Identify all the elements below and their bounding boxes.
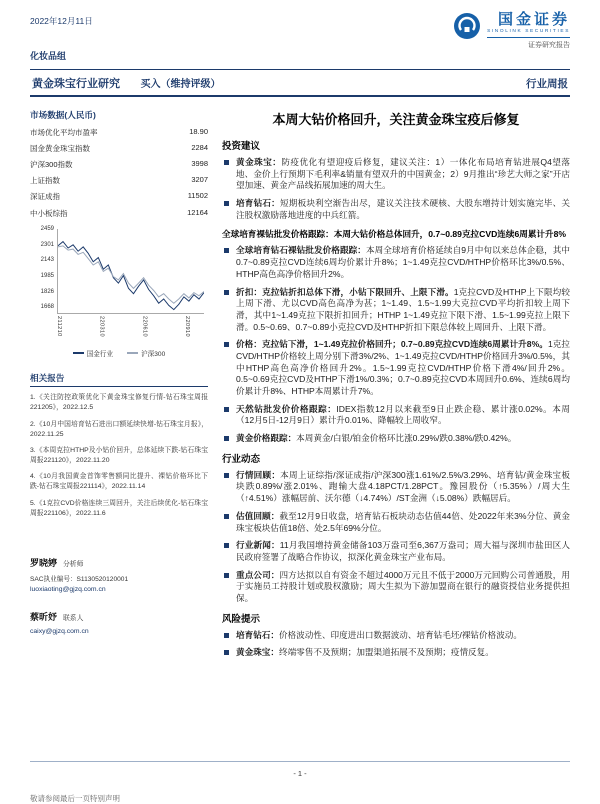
related-report-item xyxy=(30,420,208,440)
chart-y-axis: 2459 2301 2143 1985 1826 1668 xyxy=(40,226,54,311)
report-link: 4.《10月我国黄金首饰零售额同比提升、裸钻价格环比下跌-钻石珠宝周报221114》， xyxy=(30,473,208,491)
bullet-square-icon xyxy=(224,290,229,295)
market-label: 上证指数 xyxy=(30,176,60,186)
market-label: 国金黄金珠宝指数 xyxy=(30,143,90,153)
bullet-square-icon xyxy=(224,543,229,548)
market-value: 12164 xyxy=(187,207,208,217)
analyst-email: caixy@gjzq.com.cn xyxy=(30,628,89,635)
band-left xyxy=(32,74,220,92)
report-date: 2022.11.14 xyxy=(111,483,146,491)
chart-plot-area xyxy=(57,229,204,314)
page-title: 本周大钻价格回升，关注黄金珠宝疫后修复 xyxy=(272,112,520,127)
bullet-body: 价格波动性、印度进出口数据波动、培育钻毛坯/裸钻价格波动。 xyxy=(278,629,522,640)
market-value: 3998 xyxy=(191,158,208,168)
top-left xyxy=(30,12,93,62)
bullet-item xyxy=(222,339,570,397)
analyst xyxy=(30,607,208,635)
analyst xyxy=(30,553,208,593)
bullet-body: 截至12月9日收盘，培育钻石板块动态估值44倍、处2022年来3%分位、黄金珠宝板块估值18倍、处2.5年69%分位。 xyxy=(236,510,570,533)
bullet-square-icon xyxy=(224,201,229,206)
bullet-square-icon xyxy=(224,573,229,578)
bullet-lead: 重点公司： xyxy=(236,569,280,580)
bullet-item xyxy=(222,245,570,280)
brand-block xyxy=(453,12,570,50)
bullet-item xyxy=(222,630,570,642)
bullet-item xyxy=(222,540,570,563)
bullet-square-icon xyxy=(224,514,229,519)
bullet-lead: 培育钻石： xyxy=(236,629,279,640)
bullet-square-icon xyxy=(224,407,229,412)
bullet-item xyxy=(222,570,570,605)
report-date: 2022.11.20 xyxy=(75,457,110,465)
chart-legend xyxy=(30,348,208,358)
market-value: 3207 xyxy=(191,175,208,185)
report-link: 2.《10月中国培育钻石进出口额延续快增-钻石珠宝月报》， xyxy=(30,420,208,428)
bullet-body: 本周黄金/白银/铂金价格环比涨0.29%/跌0.38%/跌0.42%。 xyxy=(296,433,517,444)
section-industry-title: 行业动态 xyxy=(222,453,261,465)
bullet-lead: 全球培育钻石裸钻批发价格跟踪： xyxy=(236,245,366,256)
bullet-lead: 行业新闻： xyxy=(236,540,280,551)
bullet-square-icon xyxy=(224,650,229,655)
report-date: 2022.12.5 xyxy=(62,404,94,412)
bullet-body: IDEX指数12月以来截至9日止跌企稳、累计涨0.02%。本周（12月5日-12月9日）累计升0.01%、降幅较上周收窄。 xyxy=(236,403,570,426)
report-link: 1.《关注防控政策优化下黄金珠宝修复行情-钻石珠宝周报221205》， xyxy=(30,394,208,412)
bullet-item xyxy=(222,198,570,221)
footer-divider xyxy=(30,761,570,762)
market-row xyxy=(30,205,208,221)
bullet-body: 四方达拟以自有资金不超过4000万元且不低于2000万元回购公司普通股，用于实施员工持股计划或股权激励；周大生拟为下游加盟商在银行的融资授信业务提供担保。 xyxy=(236,569,570,603)
market-row xyxy=(30,156,208,172)
market-label: 市场优化平均市盈率 xyxy=(30,127,98,137)
bullet-lead: 黄金价格跟踪： xyxy=(236,433,297,444)
related-report-item xyxy=(30,472,208,492)
bullet-body: 本周全球培育价格延续自9月中旬以来总体企稳，其中0.7~0.89克拉CVD连续6周均价累计升8%；1~1.49克拉CVD/HTHP价格环比3%/0.5%、HTHP高色高净价格回升2%。 xyxy=(236,245,570,279)
related-report-item xyxy=(30,446,208,466)
legend-item: 国金行业 xyxy=(73,348,113,358)
bullet-body: 1克拉CVD及HTHP上下限均较上周下滑、尤以CVD高色高净为甚；1~1.49、1.5~1.99大克拉CVD平均折扣较上周下滑，其中1~1.49克拉下限折扣回升；HTHP 1~1.49克拉下限下滑、1.5~1.99克拉上限下滑。0.5~0.69、0.7~0.89小克拉CVD及HTHP折扣下限总体较上周回升、上限下滑。 xyxy=(236,286,570,332)
report-date: 2022年12月11日 xyxy=(30,16,93,26)
footer-disclaimer: 敬请参阅最后一页特别声明 xyxy=(30,794,120,803)
rating-badge: 买入（维持评级） xyxy=(140,79,221,90)
brand-subtitle: SINOLINK SECURITIES xyxy=(487,28,570,34)
market-label: 沪深300指数 xyxy=(30,159,73,169)
bullet-lead: 黄金珠宝： xyxy=(236,647,279,658)
bullet-lead: 行情回顾： xyxy=(236,469,281,480)
bullet-lead: 培育钻石： xyxy=(236,198,280,209)
page-number: - 1 - xyxy=(293,769,307,778)
bullet-square-icon xyxy=(224,436,229,441)
bullet-item xyxy=(222,287,570,334)
market-row xyxy=(30,124,208,140)
legend-item: 沪深300 xyxy=(127,348,165,358)
bullet-item xyxy=(222,404,570,427)
main-content xyxy=(222,109,570,665)
report-type-label: 行业周报 xyxy=(526,77,568,90)
bullet-square-icon xyxy=(224,160,229,165)
bullet-body: 终端零售不及预期；加盟渠道拓展不及预期；疫情反复。 xyxy=(278,647,494,658)
market-value: 18.90 xyxy=(189,126,208,136)
bullet-item xyxy=(222,157,570,192)
section-risk-title: 风险提示 xyxy=(222,613,261,625)
analyst-email: luoxiaoting@gjzq.com.cn xyxy=(30,586,106,593)
section-invest-title: 投资建议 xyxy=(222,141,261,152)
market-value: 11502 xyxy=(187,191,208,201)
market-label: 深证成指 xyxy=(30,192,60,202)
brand-tagline: 证券研究报告 xyxy=(487,37,570,50)
related-report-item xyxy=(30,393,208,413)
bullet-body: 短期板块利空渐告出尽，建议关注技术硬核、大股东增持计划实施完毕、关注股权激励落地进度的中兵红箭。 xyxy=(236,198,570,220)
bullet-item xyxy=(222,433,570,445)
team-group-label: 化妆品组 xyxy=(30,51,67,61)
brand-text xyxy=(487,12,570,50)
market-row xyxy=(30,140,208,156)
analysts-block xyxy=(30,553,208,635)
market-label: 中小板综指 xyxy=(30,208,68,218)
bullet-square-icon xyxy=(224,248,229,253)
brand-name: 国金证券 xyxy=(497,11,570,28)
bullet-item xyxy=(222,470,570,505)
market-row xyxy=(30,173,208,189)
sidebar-chart-svg xyxy=(58,229,204,313)
market-value: 2284 xyxy=(191,142,208,152)
analyst-name: 蔡昕妤 xyxy=(30,612,58,622)
report-date: 2022.11.6 xyxy=(75,509,106,517)
bullet-square-icon xyxy=(224,473,229,478)
report-link: 3.《本周克拉HTHP及小钻价回升，总体延续下跌-钻石珠宝周报221120》， xyxy=(30,446,208,465)
bullet-square-icon xyxy=(224,633,229,638)
report-title-band xyxy=(30,69,570,97)
analyst-role: 联系人 xyxy=(63,615,84,622)
bullet-body: 11月我国增持黄金储备103万盎司至6,367万盎司；周大福与深圳市盐田区人民政府签署了战略合作协议，拟深化黄金珠宝产业布局。 xyxy=(236,540,570,562)
bullet-item xyxy=(222,647,570,659)
report-link: 5.《1克拉CVD价格连续三周回升，关注后续优化-钻石珠宝周报221106》， xyxy=(30,499,208,517)
related-reports-title: 相关报告 xyxy=(30,372,208,387)
bullet-body: 本周上证综指/深证成指/沪深300涨1.61%/2.5%/3.29%、培育钻/黄金珠宝板块跌0.89%/涨2.01%、跑输大盘4.18PCT/1.28PCT。豫园股份（↑5.35%）/周大生（↑4.51%）涨幅居前、沃尔德（↓4.74%）/ST金洲（↓5.08%）跌幅居后。 xyxy=(236,469,570,504)
bullet-body: 防疫优化有望迎疫后修复，建议关注：1）一体化布局培育钻进展Q4望落地、金价上行预期下毛利率&销量有望双升的中国黄金；2）9月推出“珍艺大师之家”开店望加速、黄金产品线拓展加速的周大生。 xyxy=(236,157,570,191)
chart-x-axis: 211210 220310 220610 220910 xyxy=(56,316,190,338)
market-row xyxy=(30,189,208,205)
track-section-heading: 全球培育裸钻批发价格跟踪：本周大钻价格总体回升，0.7~0.89克拉CVD连续6周累计升8% xyxy=(222,229,567,240)
market-data-title: 市场数据(人民币) xyxy=(30,110,96,120)
bullet-lead: 估值回顾： xyxy=(236,510,280,521)
analyst-cert: SAC执业编号：S1130520120001 xyxy=(30,576,129,583)
report-date: 2022.11.25 xyxy=(30,430,64,438)
bullet-body: 1克拉CVD/HTHP价格较上周分别下滑3%/2%、1~1.49克拉CVD/HTHP价格回升3%/0.5%，其中HTHP高色高净价格回升2%。1.5~1.99克拉CVD/HTHP价格下滑4%/回升2%。0.5~0.69克拉CVD及HTHP下滑1%/0.3%；0.7~0.89克拉CVD本周回升0.6%、连续6周均价累计升8%、HTHP本周累计升7%。 xyxy=(236,339,571,397)
bullet-square-icon xyxy=(224,342,229,347)
analyst-role: 分析师 xyxy=(63,561,84,568)
bullet-lead: 价格：克拉钻下滑，1~1.49克拉价格回升；0.7~0.89克拉CVD连续6周累计升8%。 xyxy=(236,339,548,350)
analyst-name: 罗晓婷 xyxy=(30,558,58,568)
sinolink-logo-icon xyxy=(453,12,481,45)
top-header xyxy=(30,12,570,62)
bullet-item xyxy=(222,511,570,534)
bullet-lead: 黄金珠宝： xyxy=(236,157,282,167)
bullet-lead: 折扣：克拉钻折扣总体下滑，小钻下限回升、上限下滑。 xyxy=(236,286,454,297)
industry-research-title: 黄金珠宝行业研究 xyxy=(32,78,120,90)
related-report-item xyxy=(30,499,208,519)
sidebar-chart xyxy=(30,226,208,359)
sidebar xyxy=(30,109,208,665)
bullet-lead: 天然钻批发价价格跟踪： xyxy=(236,403,337,414)
